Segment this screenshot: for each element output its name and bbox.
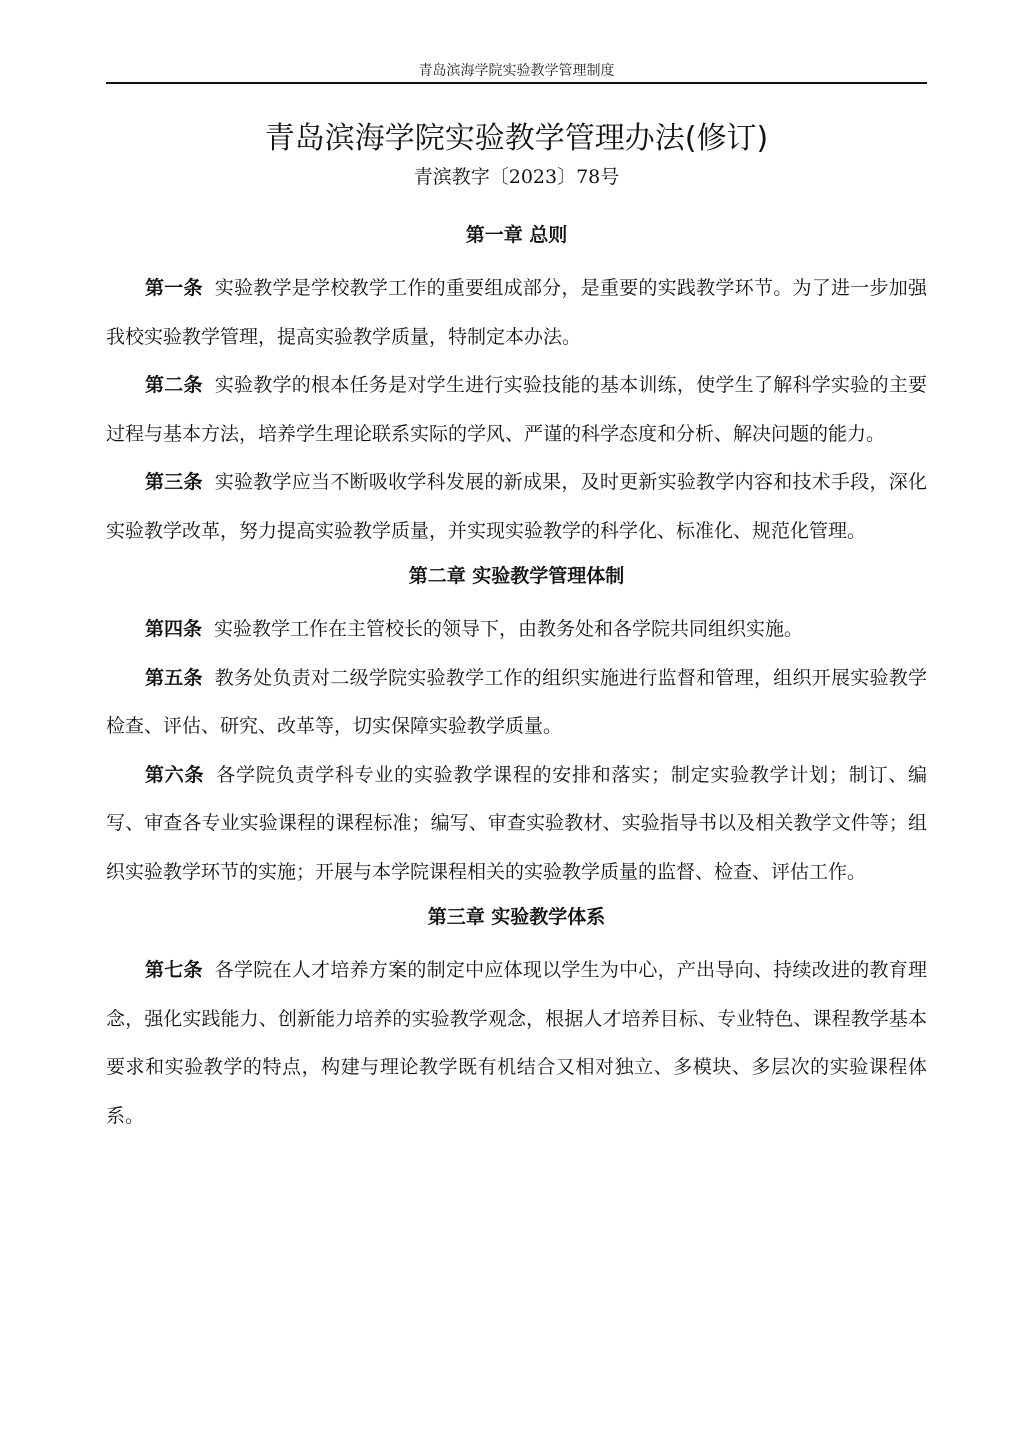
article-text: 实验教学工作在主管校长的领导下，由教务处和各学院共同组织实施。: [214, 618, 804, 640]
article-text: 实验教学应当不断吸收学科发展的新成果，及时更新实验教学内容和技术手段，深化实验教学改革，努力提高实验教学质量，并实现实验教学的科学化、标准化、规范化管理。: [106, 471, 927, 542]
article-text: 各学院在人才培养方案的制定中应体现以学生为中心，产出导向、持续改进的教育理念，强化实践能力、创新能力培养的实验教学观念，根据人才培养目标、专业特色、课程教学基本要求和实验教学的特点，构建与理论教学既有机结合又相对独立、多模块、多层次的实验课程体系。: [106, 959, 927, 1127]
article-paragraph: [106, 946, 927, 1140]
article-label: 第五条: [145, 666, 203, 689]
document-body: [106, 216, 927, 1140]
article-label: 第六条: [145, 763, 205, 786]
article-label: 第一条: [145, 277, 203, 299]
article-paragraph: [106, 751, 927, 897]
article-paragraph: [106, 605, 927, 654]
article-label: 第四条: [145, 618, 203, 640]
chapter-heading: 第三章 实验教学体系: [427, 906, 606, 928]
article-paragraph: [106, 458, 927, 555]
chapter-heading: 第二章 实验教学管理体制: [408, 565, 625, 587]
article-label: 第三条: [145, 471, 203, 493]
header-divider: [106, 82, 927, 84]
article-text: 实验教学的根本任务是对学生进行实验技能的基本训练，使学生了解科学实验的主要过程与基本方法，培养学生理论联系实际的学风、严谨的科学态度和分析、解决问题的能力。: [106, 374, 927, 445]
article-label: 第七条: [145, 959, 203, 981]
article-text: 实验教学是学校教学工作的重要组成部分，是重要的实践教学环节。为了进一步加强我校实验教学管理，提高实验教学质量，特制定本办法。: [106, 277, 927, 348]
article-paragraph: [106, 654, 927, 751]
document-title: 青岛滨海学院实验教学管理办法(修订): [264, 121, 769, 156]
article-paragraph: [106, 361, 927, 458]
article-paragraph: [106, 264, 927, 361]
article-text: 各学院负责学科专业的实验教学课程的安排和落实；制定实验教学计划；制订、编写、审查各专业实验课程的课程标准；编写、审查实验教材、实验指导书以及相关教学文件等；组织实验教学环节的实施；开展与本学院课程相关的实验教学质量的监督、检查、评估工作。: [106, 763, 927, 883]
running-header: 青岛滨海学院实验教学管理制度: [418, 63, 615, 79]
chapter-heading: 第一章 总则: [465, 224, 568, 246]
document-number: 青滨教字〔2023〕78号: [413, 166, 620, 188]
article-label: 第二条: [145, 374, 203, 396]
article-text: 教务处负责对二级学院实验教学工作的组织实施进行监督和管理，组织开展实验教学检查、评估、研究、改革等，切实保障实验教学质量。: [106, 666, 927, 737]
